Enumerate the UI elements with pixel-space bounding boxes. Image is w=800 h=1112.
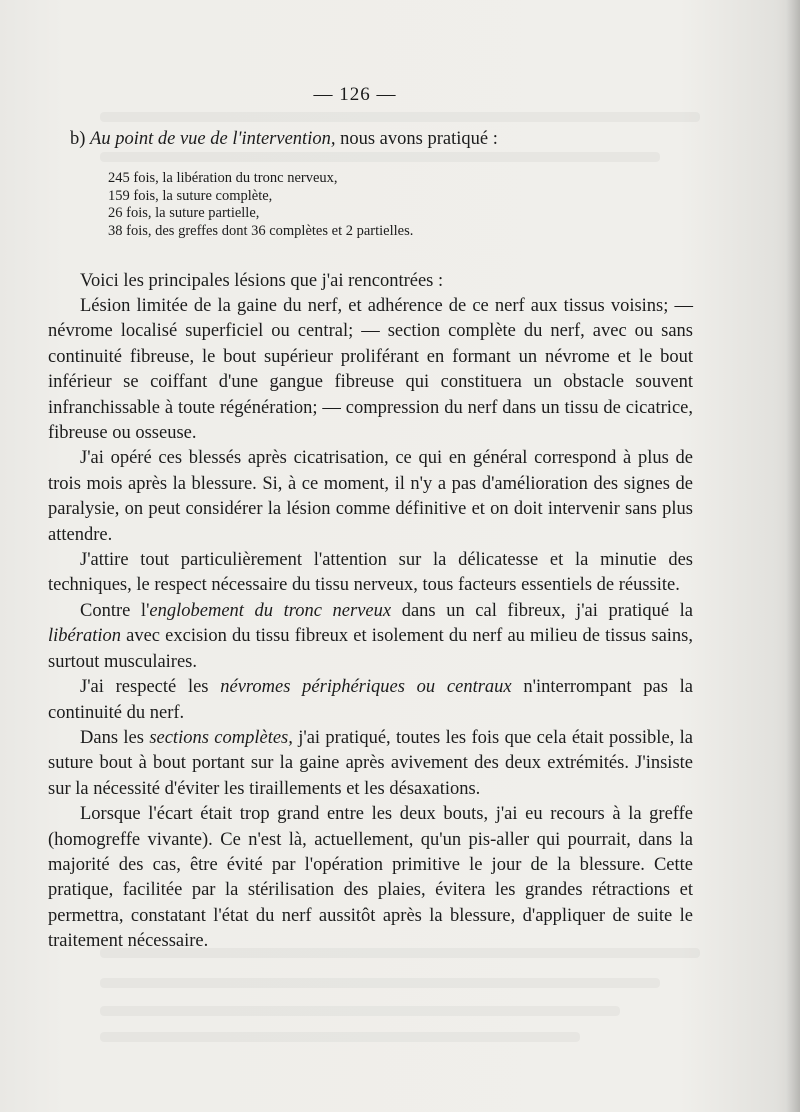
text-run: n'interrompant pas la continuité du nerf. [48, 677, 693, 723]
italic-run: englobement du tronc nerveux [149, 600, 392, 621]
text-run: J'ai respecté les [80, 677, 221, 698]
stat-line: 245 fois, la libération du tronc nerveux, [108, 170, 338, 186]
text-run: j'ai pratiqué, toutes les fois que cela était possible, la suture bout à bout portant sur la gaine après avivement des deux extrémités. J'insiste sur la nécessité d'éviter les tiraillements et les désaxations. [48, 727, 694, 799]
paragraph: J'attire tout particulièrement l'attention sur la délicatesse et la minutie des techniques, le respect nécessaire du tissu nerveux, tous facteurs essentiels de réussite. [48, 550, 693, 596]
stat-line: 38 fois, des greffes dont 36 complètes et 2 partielles. [108, 222, 414, 239]
lesions-intro: Voici les principales lésions que j'ai rencontrées : [80, 271, 444, 291]
section-title-italic: Au point de vue de l'intervention, [90, 129, 336, 149]
paragraph: Lésion limitée de la gaine du nerf, et adhérence de ce nerf aux tissus voisins; — névrome localisé superficiel ou central; — section complète du nerf, avec ou sans continuité fibreuse, le bout supérieur proliférant en formant un névrome et le bout inférieur se coiffant d'une gangue fibreuse qui constituera un obstacle souvent infranchissable à toute régénération; — compression du nerf dans un tissu de cicatrice, fibreuse ou osseuse. [48, 296, 693, 444]
text-run: dans un cal fibreux, j'ai pratiqué la [391, 600, 694, 621]
text-run: Dans les [80, 727, 150, 748]
text-run: avec excision du tissu fibreux et isolement du nerf au milieu de tissus sains, surtout musculaires. [48, 626, 693, 672]
text-run: Contre l' [80, 600, 150, 621]
bleed-through [100, 1006, 620, 1016]
italic-run: libération [48, 626, 121, 647]
page-number: — 126 — [313, 84, 397, 105]
bleed-through [100, 1032, 580, 1042]
bleed-through [100, 978, 660, 988]
italic-run: sections complètes, [149, 727, 293, 748]
paragraph [48, 599, 693, 675]
body-text [48, 294, 693, 955]
paragraph [48, 726, 693, 802]
section-label: b) [70, 129, 86, 149]
section-title-rest: nous avons pratiqué : [335, 129, 498, 149]
bleed-through [100, 152, 660, 162]
paragraph [48, 675, 693, 726]
stat-line: 159 fois, la suture complète, [108, 187, 273, 204]
bleed-through [100, 112, 700, 122]
intervention-stats [108, 170, 708, 240]
section-heading [70, 126, 710, 152]
italic-run: névromes périphériques ou centraux [220, 677, 512, 698]
paragraph: Lorsque l'écart était trop grand entre les deux bouts, j'ai eu recours à la greffe (homogreffe vivante). Ce n'est là, actuellement, qu'un pis-aller qui pourrait, dans la majorité des cas, être évité par l'opération primitive le jour de la blessure. Cette pratique, facilitée par la stérilisation des plaies, évitera les grandes rétractions et permettra, constatant l'état du nerf aussitôt après la blessure, d'appliquer de suite le traitement nécessaire. [48, 804, 693, 952]
stat-line: 26 fois, la suture partielle, [108, 205, 260, 221]
page-edge-shadow [786, 0, 800, 1112]
paragraph: J'ai opéré ces blessés après cicatrisation, ce qui en général correspond à plus de trois mois après la blessure. Si, à ce moment, il n'y a pas d'amélioration des signes de paralysie, on peut considérer la lésion comme définitive et on doit intervenir sans plus attendre. [48, 448, 693, 545]
